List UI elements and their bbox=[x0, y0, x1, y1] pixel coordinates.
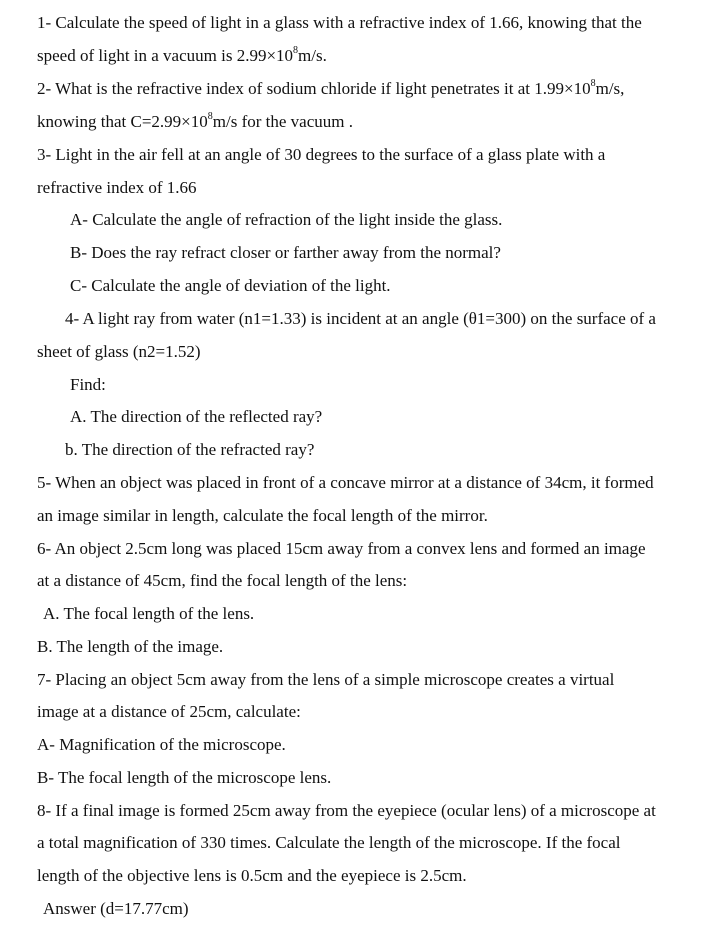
q6-line1: 6- An object 2.5cm long was placed 15cm away from a convex lens and formed an image bbox=[37, 539, 646, 558]
q7-line2: image at a distance of 25cm, calculate: bbox=[37, 702, 301, 721]
q4-line1: 4- A light ray from water (n1=1.33) is incident at an angle (θ1=300) on the surface of a bbox=[65, 309, 656, 328]
q1-line2-exponent: 8 bbox=[293, 45, 299, 57]
q8-line2: a total magnification of 330 times. Calculate the length of the microscope. If the focal bbox=[37, 833, 621, 852]
q1-line2 bbox=[37, 45, 327, 67]
q3-line1: 3- Light in the air fell at an angle of 30 degrees to the surface of a glass plate with a bbox=[37, 145, 606, 164]
q3-part-a: A- Calculate the angle of refraction of the light inside the glass. bbox=[70, 210, 503, 229]
q6-line2: at a distance of 45cm, find the focal length of the lens: bbox=[37, 571, 408, 590]
q2-line2-exponent: 8 bbox=[207, 111, 213, 123]
q8-answer: Answer (d=17.77cm) bbox=[43, 899, 189, 918]
q4-line2: sheet of glass (n2=1.52) bbox=[37, 342, 201, 361]
q4-find-label: Find: bbox=[70, 375, 106, 394]
q2-line2-text: knowing that C=2.99×10 bbox=[37, 112, 208, 131]
q7-part-a: A- Magnification of the microscope. bbox=[37, 735, 286, 754]
q6-part-b: B. The length of the image. bbox=[37, 637, 224, 656]
q1-line1: 1- Calculate the speed of light in a glass with a refractive index of 1.66, knowing that the bbox=[37, 13, 642, 32]
q4-part-a: A. The direction of the reflected ray? bbox=[70, 407, 323, 426]
q8-line3: length of the objective lens is 0.5cm and the eyepiece is 2.5cm. bbox=[37, 866, 467, 885]
q2-line1-unit: m/s, bbox=[595, 79, 625, 98]
q2-line2-unit: m/s for the vacuum . bbox=[212, 112, 353, 131]
q7-part-b: B- The focal length of the microscope lens. bbox=[37, 768, 332, 787]
q2-line1-exponent: 8 bbox=[590, 78, 596, 90]
q1-line2-text: speed of light in a vacuum is 2.99×10 bbox=[37, 46, 294, 65]
q1-line2-unit: m/s. bbox=[298, 46, 327, 65]
q3-part-c: C- Calculate the angle of deviation of the light. bbox=[70, 276, 391, 295]
q5-line1: 5- When an object was placed in front of a concave mirror at a distance of 34cm, it formed bbox=[37, 473, 654, 492]
q8-line1: 8- If a final image is formed 25cm away from the eyepiece (ocular lens) of a microscope at bbox=[37, 801, 656, 820]
q2-line2 bbox=[37, 111, 353, 133]
q3-part-b: B- Does the ray refract closer or farther away from the normal? bbox=[70, 243, 501, 262]
q2-line1-text: 2- What is the refractive index of sodium chloride if light penetrates it at 1.99×10 bbox=[37, 79, 591, 98]
q7-line1: 7- Placing an object 5cm away from the lens of a simple microscope creates a virtual bbox=[37, 670, 615, 689]
q2-line1 bbox=[37, 78, 624, 100]
q4-part-b: b. The direction of the refracted ray? bbox=[65, 440, 315, 459]
q3-line2: refractive index of 1.66 bbox=[37, 178, 197, 197]
q6-part-a: A. The focal length of the lens. bbox=[43, 604, 255, 623]
q5-line2: an image similar in length, calculate the focal length of the mirror. bbox=[37, 506, 488, 525]
